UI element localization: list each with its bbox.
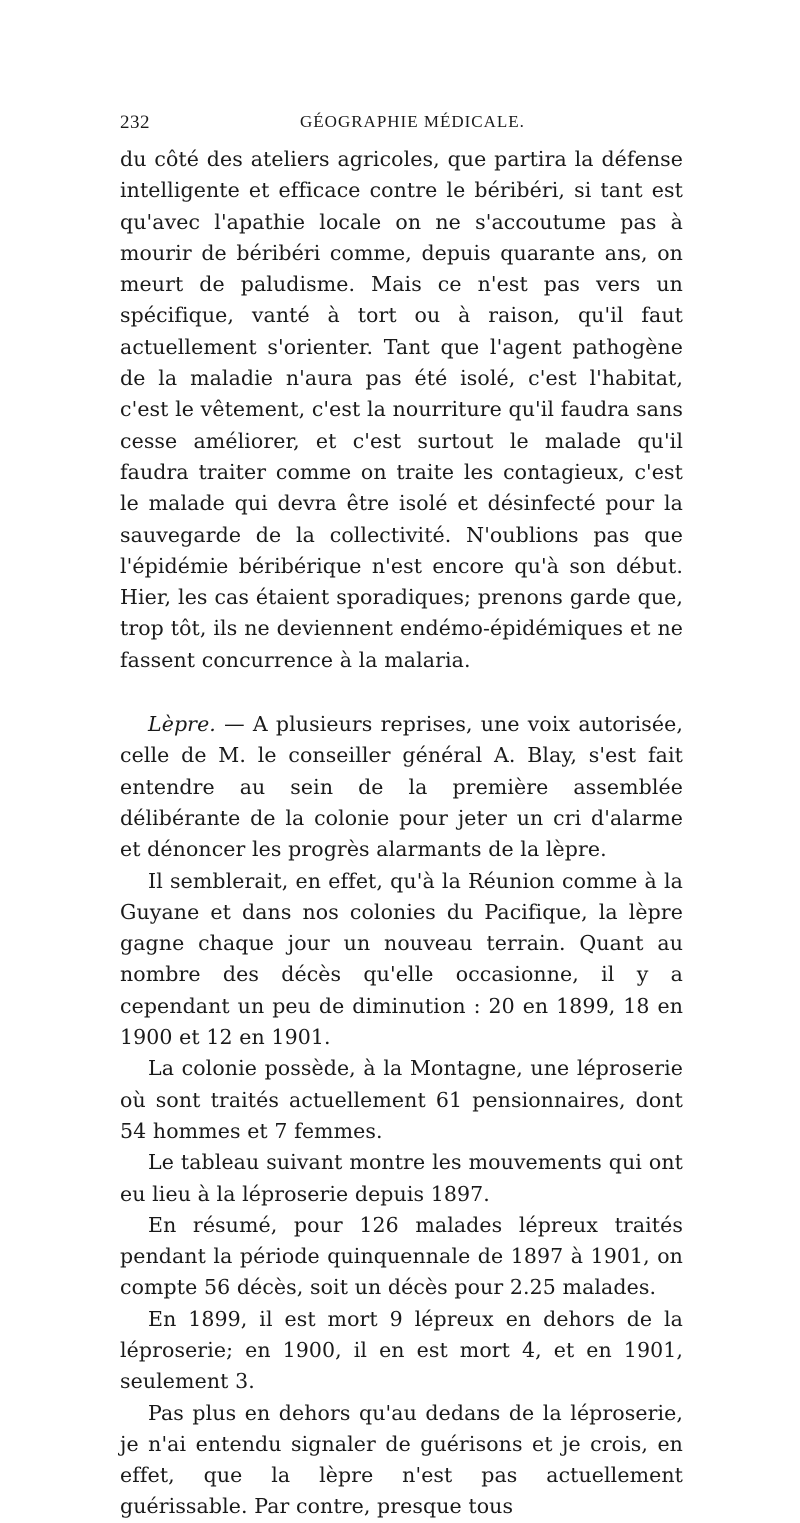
paragraph-text: La colonie possède, à la Montagne, une léproserie où sont traités actuellement 61 pensionnaires, dont 54 hommes et 7 femmes. — [120, 1056, 683, 1143]
paragraph-text: Le tableau suivant montre les mouvements qui ont eu lieu à la léproserie depuis 1897. — [120, 1150, 683, 1206]
paragraph-text: du côté des ateliers agricoles, que partira la défense intelligente et efficace contre le béribéri, si tant est qu'avec l'apathie locale on ne s'accoutume pas à mourir de béribéri comme, depuis quarante ans, on meurt de paludisme. Mais ce n'est pas vers un spécifique, vanté à tort ou à raison, qu'il faut actuellement s'orienter. Tant que l'agent pathogène de la maladie n'aura pas été isolé, c'est l'habitat, c'est le vêtement, c'est la nourriture qu'il faudra sans cesse améliorer, et c'est surtout le malade qu'il faudra traiter comme on traite les contagieux, c'est le malade qui devra être isolé et désinfecté pour la sauvegarde de la collectivité. N'oublions pas que l'épidémie béribérique n'est encore qu'à son début. Hier, les cas étaient sporadiques; prenons garde que, trop tôt, ils ne deviennent endémo-épidémiques et ne fassent concurrence à la malaria. — [120, 147, 683, 672]
body-text — [120, 144, 683, 1523]
paragraph-text: En 1899, il est mort 9 lépreux en dehors de la léproserie; en 1900, il en est mort 4, et en 1901, seulement 3. — [120, 1306, 683, 1394]
paragraph-tableau — [120, 1147, 683, 1210]
paragraph-deaths — [120, 866, 683, 1054]
page-header — [120, 112, 683, 142]
paragraph-guerisons — [120, 1398, 683, 1523]
paragraph-text: Pas plus en dehors qu'au dedans de la léproserie, je n'ai entendu signaler de guérisons et je crois, en effet, que la lèpre n'est pas actuellement guérissable. Par contre, presque tous — [120, 1400, 683, 1519]
page-number: 232 — [120, 112, 150, 133]
running-title: GÉOGRAPHIE MÉDICALE. — [300, 112, 525, 131]
section-heading-lepre: Lèpre. — [148, 712, 216, 737]
paragraph-lepre-intro — [120, 709, 683, 865]
paragraph-text: En résumé, pour 126 malades lépreux traités pendant la période quinquennale de 1897 à 1901, on compte 56 décès, soit un décès pour 2.25 malades. — [120, 1212, 683, 1300]
paragraph-leproserie — [120, 1053, 683, 1147]
book-page — [120, 112, 683, 1523]
paragraph-outside-deaths — [120, 1304, 683, 1398]
paragraph-text: Il semblerait, en effet, qu'à la Réunion comme à la Guyane et dans nos colonies du Pacifique, la lèpre gagne chaque jour un nouveau terrain. Quant au nombre des décès qu'elle occasionne, il y a cependant un peu de diminution : 20 en 1899, 18 en 1900 et 12 en 1901. — [120, 868, 683, 1050]
paragraph-beriberi-continuation — [120, 144, 683, 676]
paragraph-resume — [120, 1210, 683, 1304]
paragraph-text: — A plusieurs reprises, une voix autorisée, celle de M. le conseiller général A. Blay, s'est fait entendre au sein de la première assemblée délibérante de la colonie pour jeter un cri d'alarme et dénoncer les progrès alarmants de la lèpre. — [120, 712, 683, 862]
